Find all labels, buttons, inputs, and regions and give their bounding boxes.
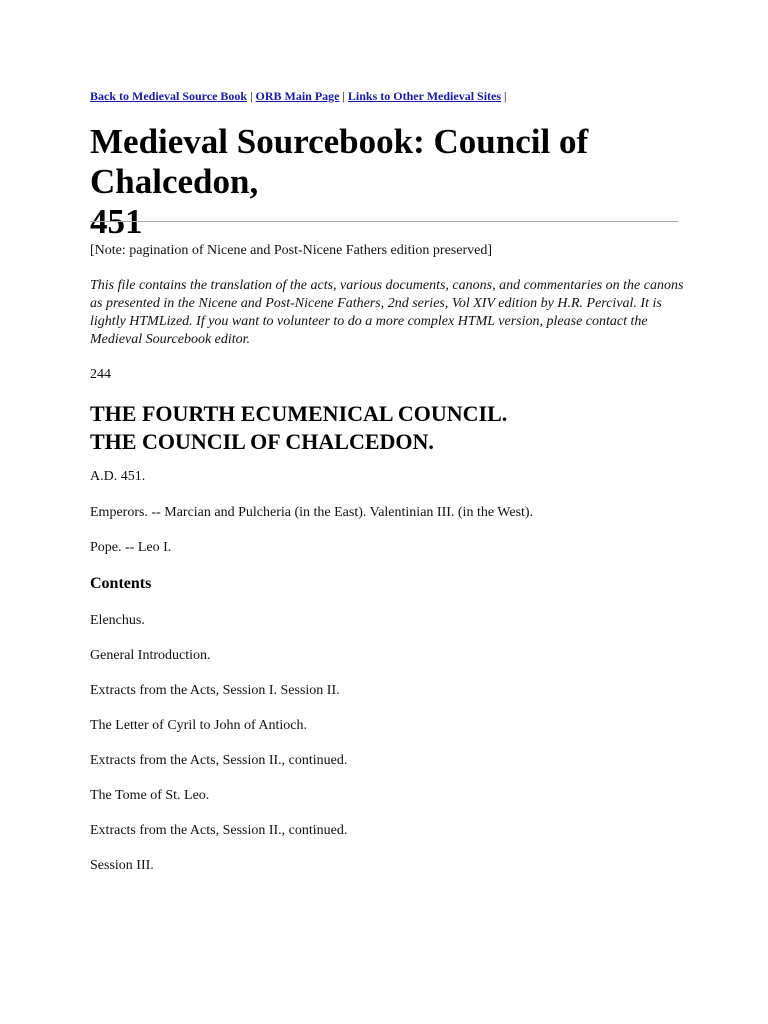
pope: Pope. -- Leo I.: [90, 540, 172, 555]
contents-item: General Introduction.: [90, 648, 211, 663]
contents-item: The Tome of St. Leo.: [90, 788, 210, 803]
contents-item: Extracts from the Acts, Session II., continued.: [90, 753, 348, 768]
nav-separator: |: [342, 89, 345, 103]
contents-heading: Contents: [90, 575, 152, 592]
orb-main-page-link[interactable]: ORB Main Page: [255, 89, 340, 103]
nav-bar: [90, 89, 506, 104]
nav-separator: |: [504, 89, 507, 103]
intro-paragraph: This file contains the translation of the acts, various documents, canons, and commentaries on the canons as presented in the Nicene and Post-Nicene Fathers, 2nd series, Vol XIV edition by H.R. Percival. It is lightly HTMLized. If you want to volunteer to do a more complex HTML version, please contact the Medieval Sourcebook editor.: [90, 278, 684, 347]
page-title: [90, 122, 690, 242]
other-medieval-sites-link[interactable]: Links to Other Medieval Sites: [347, 89, 502, 103]
contents-item: Elenchus.: [90, 613, 145, 628]
heading-line: THE FOURTH ECUMENICAL COUNCIL.: [90, 401, 508, 426]
nav-separator: |: [250, 89, 253, 103]
page-number: 244: [90, 367, 111, 382]
title-line: 451: [90, 202, 143, 241]
emperors: Emperors. -- Marcian and Pulcheria (in the East). Valentinian III. (in the West).: [90, 505, 534, 520]
contents-item: The Letter of Cyril to John of Antioch.: [90, 718, 307, 733]
divider: [90, 221, 678, 222]
title-line: Medieval Sourcebook: Council of Chalcedon,: [90, 122, 589, 201]
heading-line: THE COUNCIL OF CHALCEDON.: [90, 429, 434, 454]
contents-item: Session III.: [90, 858, 154, 873]
contents-item: Extracts from the Acts, Session I. Session II.: [90, 683, 340, 698]
date: A.D. 451.: [90, 469, 146, 484]
pagination-note: [Note: pagination of Nicene and Post-Nicene Fathers edition preserved]: [90, 243, 492, 258]
back-to-sourcebook-link[interactable]: Back to Medieval Source Book: [90, 89, 248, 103]
section-heading: [90, 400, 507, 456]
contents-item: Extracts from the Acts, Session II., continued.: [90, 823, 348, 838]
